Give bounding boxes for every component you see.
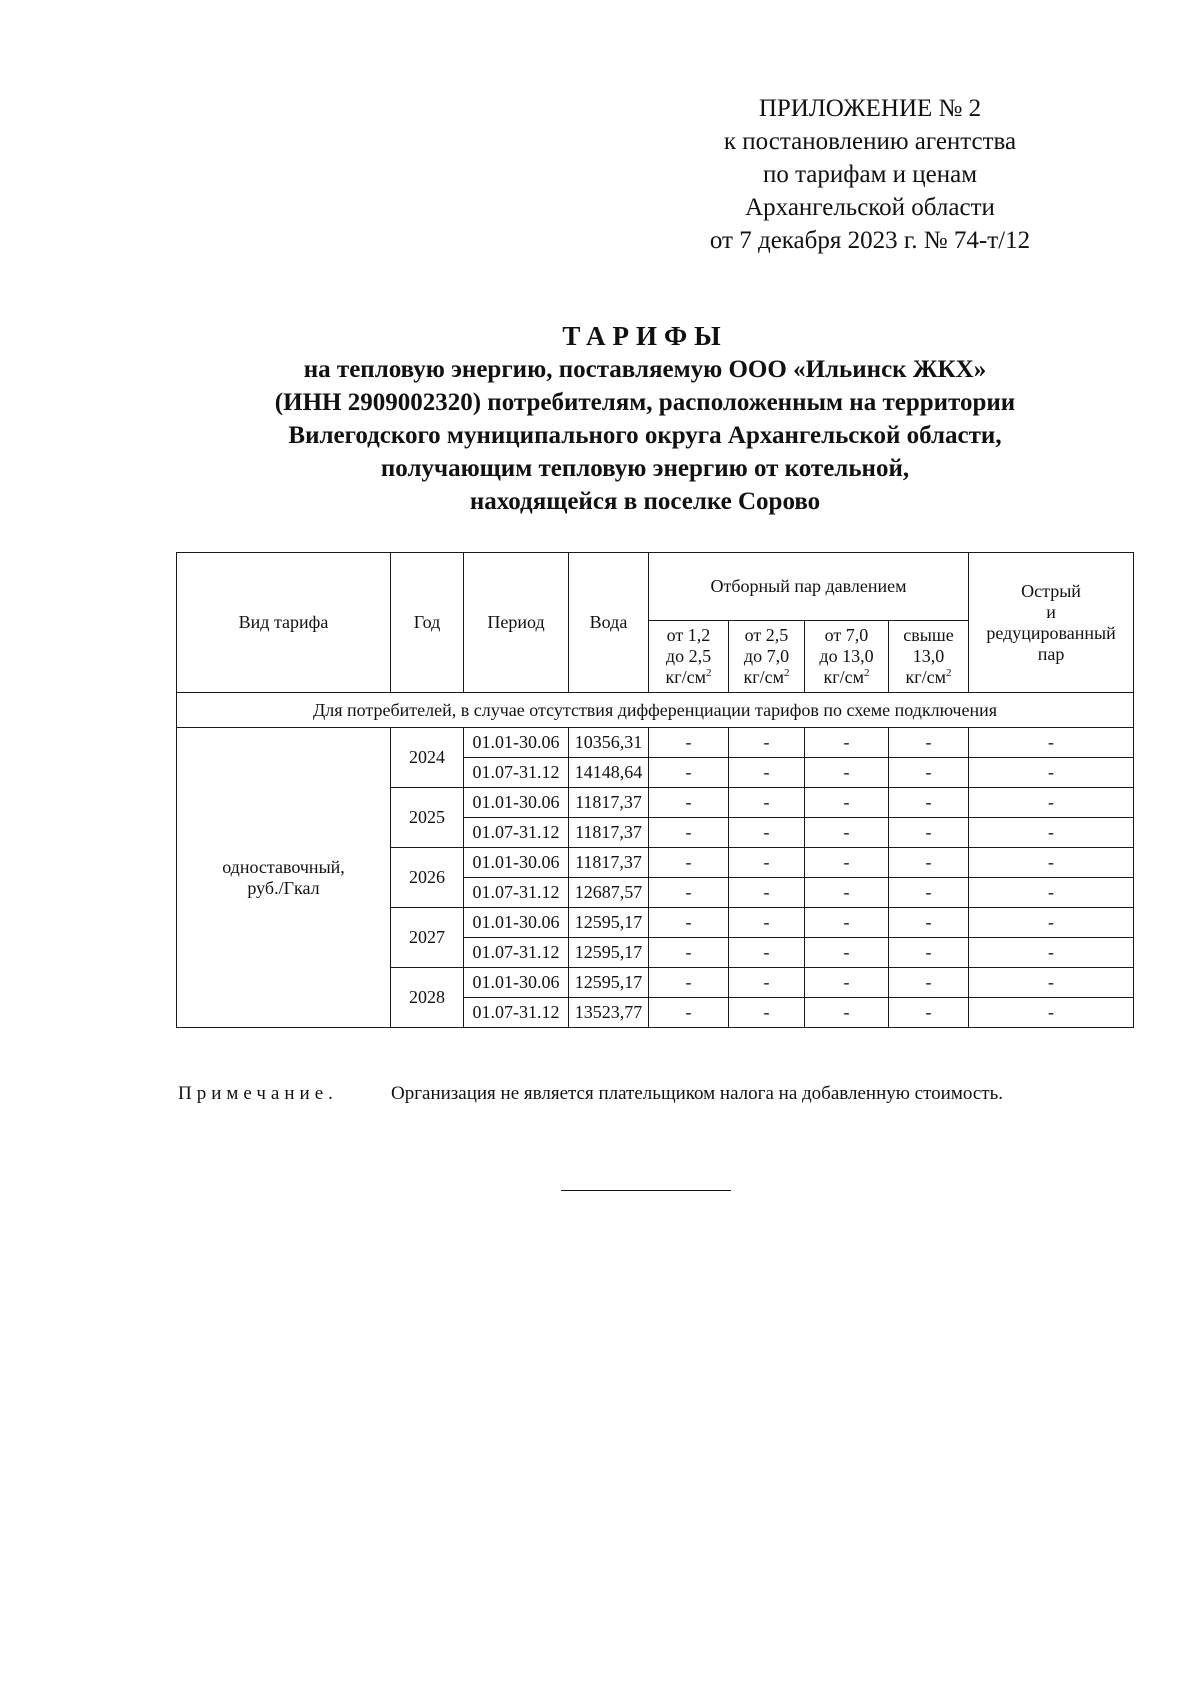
steam-tariff-cell: - [889,908,969,938]
header-water: Вода [569,553,649,693]
steam-tariff-cell: - [729,848,805,878]
water-tariff-cell: 12687,57 [569,878,649,908]
title-main: ТАРИФЫ [562,321,728,351]
appendix-number: ПРИЛОЖЕНИЕ № 2 [758,95,982,122]
header-line: от 1,2 [666,625,711,645]
steam-tariff-cell: - [805,878,889,908]
document-title [150,320,1140,518]
steam-tariff-cell: - [805,728,889,758]
header-steam-group: Отборный пар давлением [649,553,969,621]
water-tariff-cell: 12595,17 [569,938,649,968]
appendix-line: к постановлению агентства [723,128,1017,155]
tariff-type-cell [177,728,391,1028]
title-line: находящейся в поселке Сорово [469,488,821,515]
header-unit: $кг/см^2$ [743,667,790,687]
tariff-type-line: руб./Гкал [247,877,320,898]
steam-tariff-cell: - [805,938,889,968]
steam-tariff-cell: - [729,818,805,848]
water-tariff-cell: 11817,37 [569,788,649,818]
sharp-steam-cell: - [969,728,1134,758]
steam-tariff-cell: - [729,728,805,758]
period-cell: 01.01-30.06 [464,908,569,938]
steam-tariff-cell: - [649,818,729,848]
header-line: до 13,0 [819,646,874,666]
water-tariff-cell: 11817,37 [569,818,649,848]
steam-tariff-cell: - [649,908,729,938]
steam-tariff-cell: - [805,848,889,878]
steam-tariff-cell: - [649,878,729,908]
header-line: от 7,0 [824,625,869,645]
sharp-steam-cell: - [969,848,1134,878]
header-steam-1 [649,621,729,693]
steam-tariff-cell: - [889,728,969,758]
year-cell: 2028 [391,968,464,1028]
header-line: до 2,5 [665,646,712,666]
water-tariff-cell: 12595,17 [569,908,649,938]
steam-tariff-cell: - [889,968,969,998]
year-cell: 2025 [391,788,464,848]
note [178,1082,1138,1106]
steam-tariff-cell: - [805,998,889,1028]
steam-tariff-cell: - [649,998,729,1028]
period-cell: 01.07-31.12 [464,938,569,968]
year-cell: 2026 [391,848,464,908]
steam-tariff-cell: - [649,938,729,968]
year-cell: 2024 [391,728,464,788]
header-steam-3 [805,621,889,693]
steam-tariff-cell: - [729,788,805,818]
period-cell: 01.01-30.06 [464,728,569,758]
sharp-steam-cell: - [969,788,1134,818]
header-line: 13,0 [912,646,945,666]
title-line: получающим тепловую энергию от котельной, [380,455,910,482]
header-year: Год [391,553,464,693]
water-tariff-cell: 14148,64 [569,758,649,788]
note-text: Организация не является плательщиком налога на добавленную стоимость. [391,1083,1003,1104]
steam-tariff-cell: - [729,938,805,968]
steam-tariff-cell: - [649,788,729,818]
closing-rule [561,1190,731,1191]
header-period: Период [464,553,569,693]
steam-tariff-cell: - [889,998,969,1028]
steam-tariff-cell: - [805,818,889,848]
steam-tariff-cell: - [649,848,729,878]
appendix-line: Архангельской области [745,194,995,221]
steam-tariff-cell: - [649,728,729,758]
period-cell: 01.07-31.12 [464,998,569,1028]
sharp-steam-cell: - [969,998,1134,1028]
tariff-table [176,552,1134,1028]
title-line: Вилегодского муниципального округа Архангельской области, [288,422,1002,449]
water-tariff-cell: 10356,31 [569,728,649,758]
header-line: до 7,0 [743,646,790,666]
steam-tariff-cell: - [729,758,805,788]
period-cell: 01.07-31.12 [464,818,569,848]
period-cell: 01.01-30.06 [464,968,569,998]
steam-tariff-cell: - [805,758,889,788]
steam-tariff-cell: - [649,968,729,998]
header-tariff-type: Вид тарифа [177,553,391,693]
appendix-date: от 7 декабря 2023 г. № 74-т/12 [709,227,1031,254]
table-row [177,728,1134,758]
steam-tariff-cell: - [729,908,805,938]
title-line: (ИНН 2909002320) потребителям, расположенным на территории [274,389,1016,416]
period-cell: 01.01-30.06 [464,848,569,878]
period-cell: 01.07-31.12 [464,878,569,908]
appendix-block [660,92,1080,257]
steam-tariff-cell: - [889,818,969,848]
sharp-steam-cell: - [969,758,1134,788]
header-line: редуцированный [986,622,1116,643]
period-cell: 01.01-30.06 [464,788,569,818]
steam-tariff-cell: - [729,878,805,908]
note-label: Примечание. [178,1083,338,1104]
steam-tariff-cell: - [889,938,969,968]
period-cell: 01.07-31.12 [464,758,569,788]
steam-tariff-cell: - [889,758,969,788]
steam-tariff-cell: - [649,758,729,788]
header-unit: $кг/см^2$ [905,667,952,687]
sharp-steam-cell: - [969,938,1134,968]
sharp-steam-cell: - [969,878,1134,908]
steam-tariff-cell: - [889,878,969,908]
steam-tariff-cell: - [729,998,805,1028]
steam-tariff-cell: - [889,788,969,818]
header-line: от 2,5 [744,625,789,645]
sharp-steam-cell: - [969,908,1134,938]
water-tariff-cell: 12595,17 [569,968,649,998]
header-line: Острый [1021,580,1081,601]
header-line: и [1046,601,1056,622]
header-steam-4 [889,621,969,693]
water-tariff-cell: 13523,77 [569,998,649,1028]
title-line: на тепловую энергию, поставляемую ООО «Ильинск ЖКХ» [303,356,987,383]
tariff-type-line: одноставочный, [222,856,345,877]
water-tariff-cell: 11817,37 [569,848,649,878]
year-cell: 2027 [391,908,464,968]
header-line: свыше [903,625,954,645]
header-unit: $кг/см^2$ [665,667,712,687]
sharp-steam-cell: - [969,968,1134,998]
sharp-steam-cell: - [969,818,1134,848]
steam-tariff-cell: - [805,788,889,818]
steam-tariff-cell: - [729,968,805,998]
header-sharp-steam [969,553,1134,693]
steam-tariff-cell: - [805,908,889,938]
header-line: пар [1037,643,1065,664]
steam-tariff-cell: - [805,968,889,998]
header-steam-2 [729,621,805,693]
steam-tariff-cell: - [889,848,969,878]
header-unit: $кг/см^2$ [823,667,870,687]
appendix-line: по тарифам и ценам [762,161,978,188]
section-label: Для потребителей, в случае отсутствия дифференциации тарифов по схеме подключения [177,693,1134,728]
